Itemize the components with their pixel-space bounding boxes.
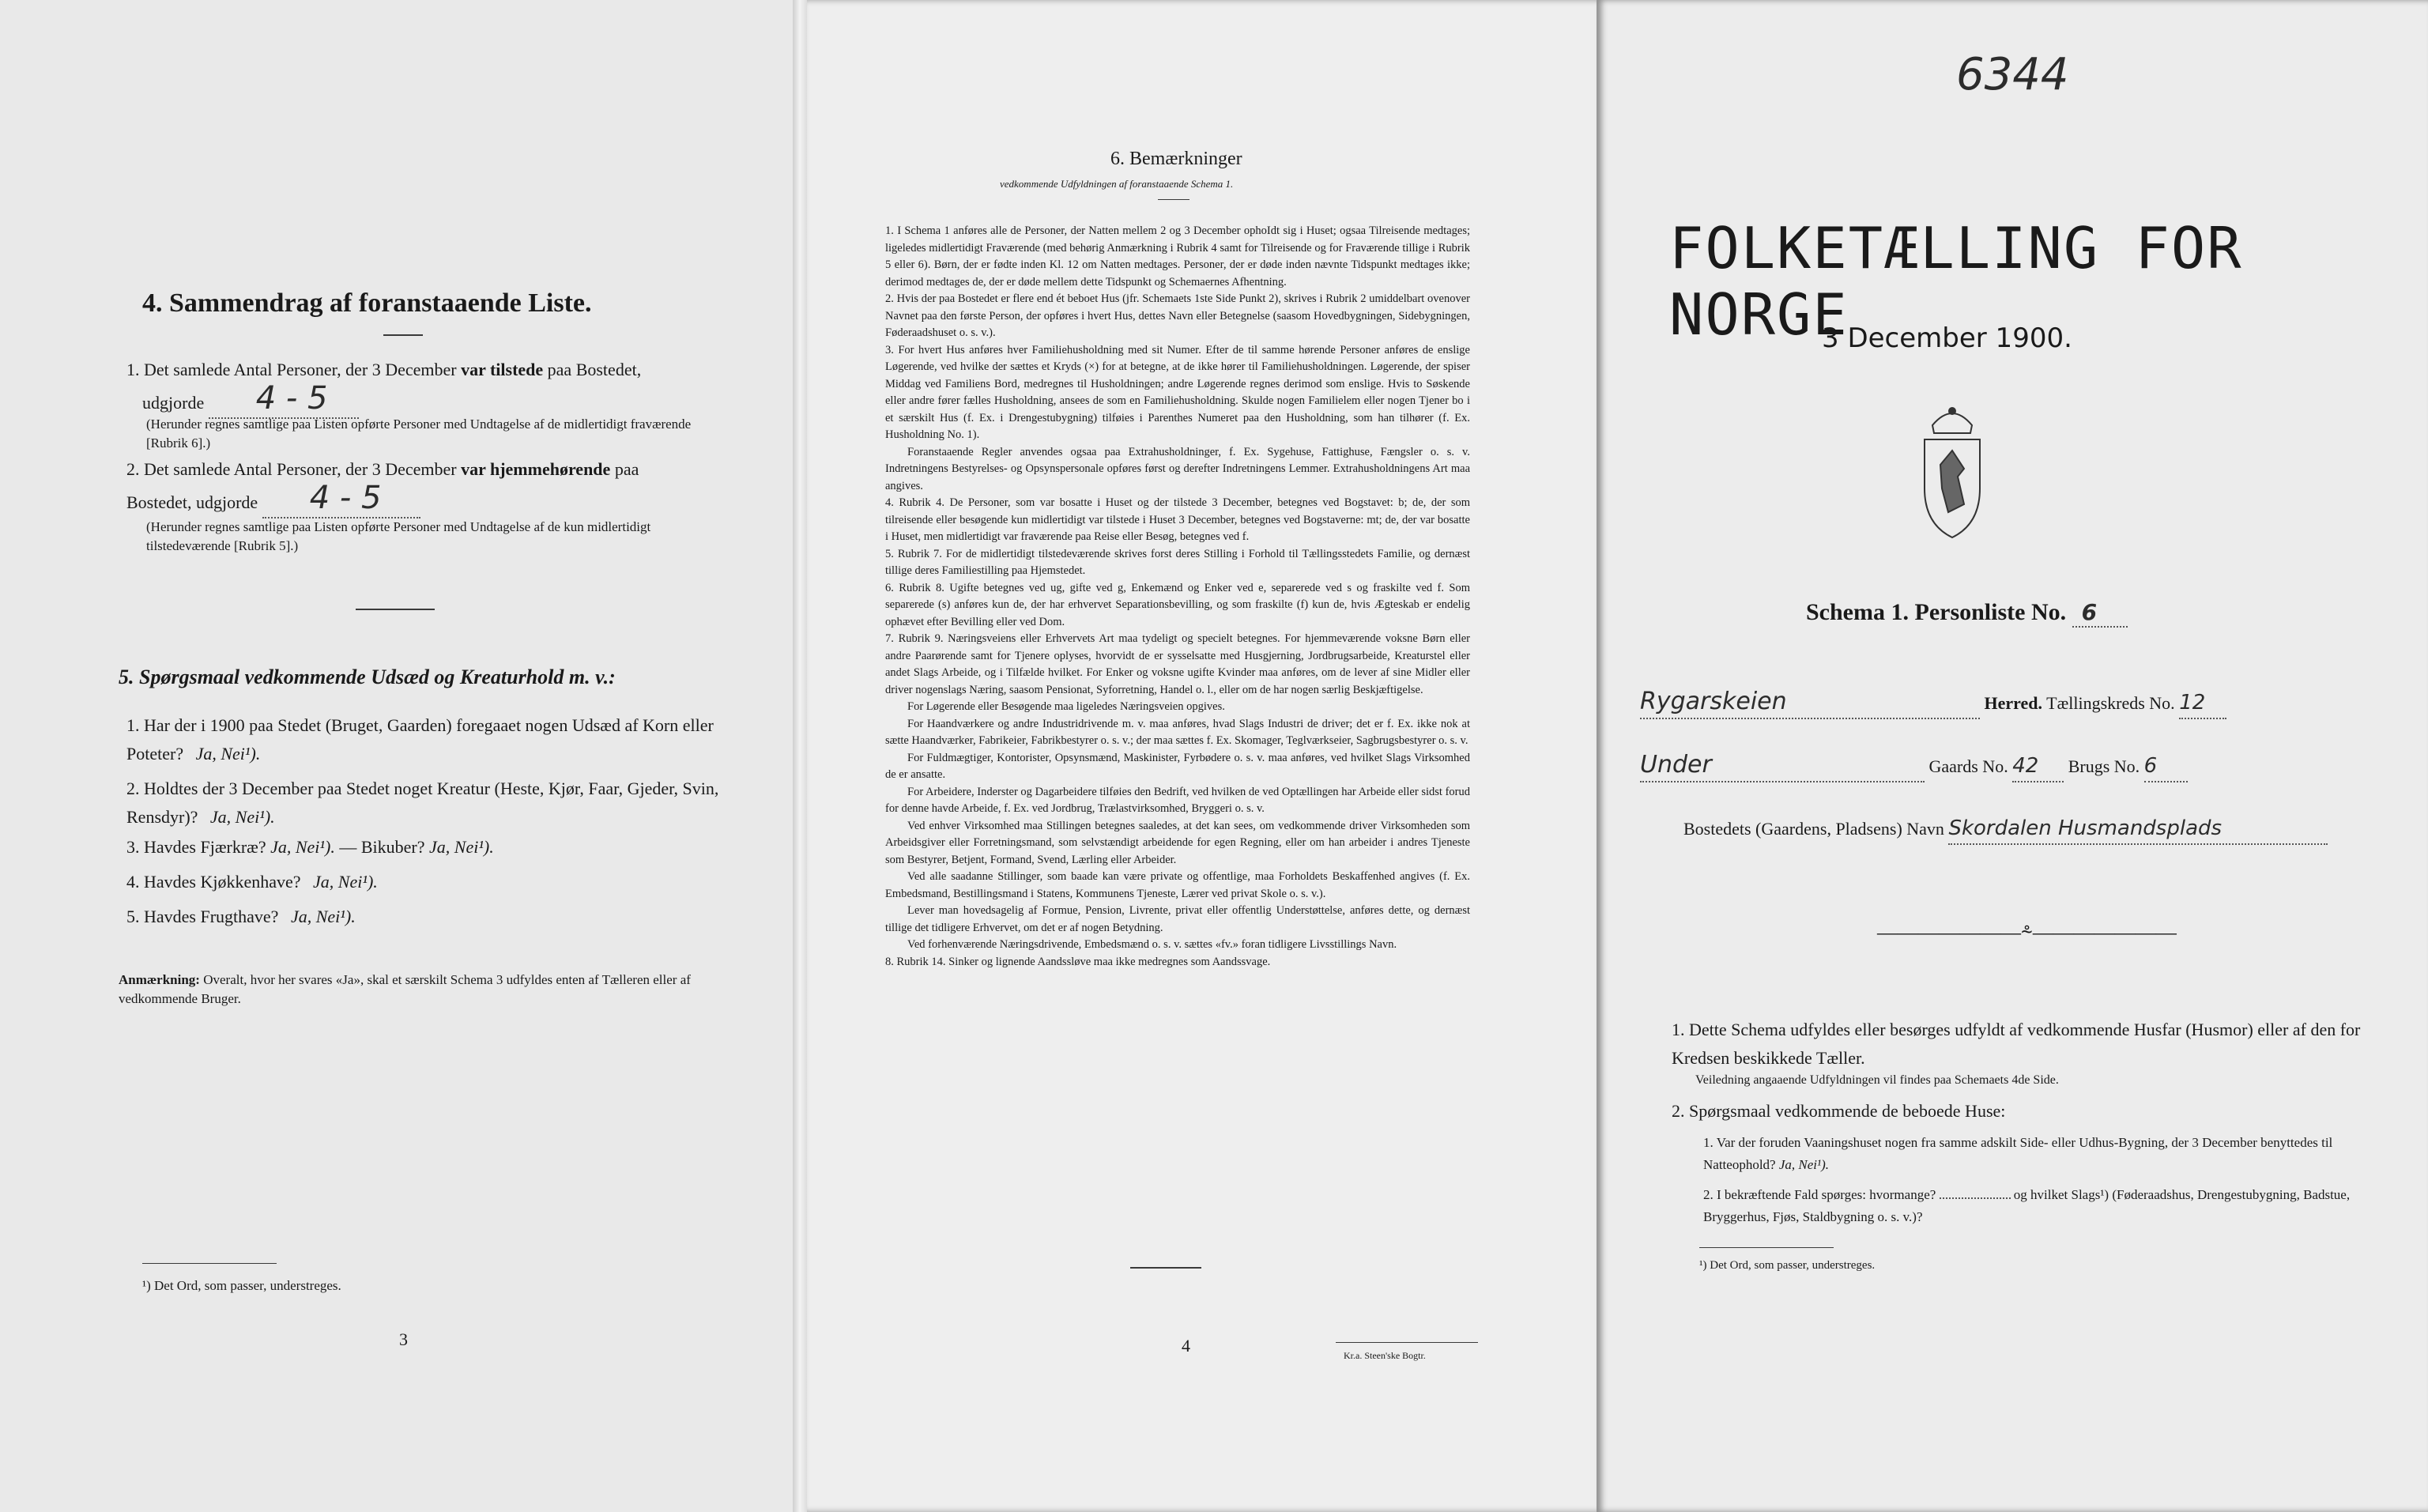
gaards-value: 42: [2012, 754, 2039, 778]
census-title: FOLKETÆLLING FOR NORGE: [1669, 215, 2243, 348]
item2-udgjorde: Bostedet, udgjorde: [126, 492, 258, 512]
question-5-answer: Ja, Nei¹).: [290, 907, 356, 926]
question-2: [126, 775, 727, 831]
herred-value: Rygarskeien: [1640, 688, 1787, 715]
house-question-2: [1703, 1184, 2383, 1228]
gaards-line: [1640, 751, 2415, 782]
archive-number: 6344: [1956, 49, 2069, 100]
remark-paragraph: 8. Rubrik 14. Sinker og lignende Aandssløve maa ikke medregnes som Aandssvage.: [885, 955, 1271, 968]
item2-note: (Herunder regnes samtlige paa Listen opførte Personer med Undtagelse af de kun midlertidigt tilstedeværende [Rubrik 5].): [146, 519, 651, 553]
section5-heading: 5. Spørgsmaal vedkommende Udsæd og Kreaturhold m. v.:: [119, 666, 616, 688]
house-question-1-answer: Ja, Nei¹).: [1778, 1157, 1830, 1172]
bosted-label: Bostedets (Gaardens, Pladsens) Navn: [1683, 819, 1944, 839]
gaards-label: Gaards No.: [1928, 756, 2008, 776]
annotation: [119, 971, 719, 1009]
house-question-1-text: 1. Var der foruden Vaaningshuset nogen fra samme adskilt Side- eller Udhus-Bygning, der 3 December benyttedes til Natteophold?: [1703, 1135, 2333, 1172]
schema-number-value: 6: [2081, 599, 2098, 625]
note-2: 2. Spørgsmaal vedkommende de beboede Huse:: [1672, 1101, 2006, 1121]
remarks-body: [885, 223, 1470, 971]
divider: [356, 609, 435, 610]
item2-bold: var hjemmehørende: [461, 459, 611, 479]
under-value: Under: [1640, 751, 1712, 779]
footnote-rule: [142, 1263, 277, 1264]
question-2-text: 2. Holdtes der 3 December paa Stedet noget Kreatur (Heste, Kjør, Faar, Gjeder, Svin, Rensdyr)?: [126, 779, 719, 827]
herred-label: Herred.: [1984, 693, 2043, 713]
binding-gap: [793, 0, 807, 1512]
question-3b-answer: Ja, Nei¹).: [429, 837, 494, 857]
house-question-1: [1703, 1132, 2383, 1176]
question-1: [126, 711, 727, 768]
item1-udgjorde: udgjorde: [142, 393, 205, 413]
item2-text-end: paa: [614, 459, 639, 479]
question-3-answer: Ja, Nei¹).: [270, 837, 335, 857]
kreds-label: Tællingskreds No.: [2046, 693, 2175, 713]
remark-paragraph: 1. I Schema 1 anføres alle de Personer, der Natten mellem 2 og 3 December ophoIdt sig i Huset; ogsaa Tilreisende medtages; ligeledes midlertidigt Fraværende (med behørig Anmærkning i Rubrik 4 samt for Tilreisende og for Fraværende tillige i Rubrik 5 eller 6). Børn, der er fødte inden Kl. 12 om Natten medtages. Personer, der er døde inden nævnte Tidspunkt medtages ikke; derimod medtages de, der er døde mellem dette Tidspunkt og Schemaernes Afhentning.: [885, 224, 1470, 288]
divider: [383, 334, 423, 336]
footnote: ¹) Det Ord, som passer, understreges.: [1699, 1259, 1876, 1272]
printer-rule: [1336, 1342, 1478, 1343]
remarks-heading: 6. Bemærkninger: [1110, 149, 1242, 169]
annotation-label: Anmærkning:: [119, 972, 200, 987]
herred-line: [1640, 688, 2415, 719]
remark-paragraph: 7. Rubrik 9. Næringsveiens eller Erhvervets Art maa tydeligt og specielt betegnes. For hjemmeværende voksne Børn eller andre Paarørende samt for Tjenere oplyses, hvorvidt de er sysselsatte med Husgjerning, Jordbrugsarbeide, Kreaturstel eller andet Slags Arbeide, og i Tilfælde hvilket. For Enker og voksne ugifte Kvinder maa anføres, om de lever af sine Midler eller driver nogenslags Næring, saasom Pensionat, Syforretning, Handel o. l., eller om de har nogen særlig Beskjæftigelse.: [885, 632, 1470, 696]
question-4-answer: Ja, Nei¹).: [313, 872, 378, 892]
item1-note: (Herunder regnes samtlige paa Listen opførte Personer med Undtagelse af de midlertidigt fraværende [Rubrik 6].): [146, 417, 692, 451]
printer-mark: Kr.a. Steen'ske Bogtr.: [1344, 1350, 1426, 1361]
divider: [1158, 199, 1189, 200]
question-4-text: 4. Havdes Kjøkkenhave?: [126, 872, 301, 892]
question-1-text: 1. Har der i 1900 paa Stedet (Bruget, Gaarden) foregaaet nogen Udsæd af Korn eller Poteter?: [126, 715, 714, 764]
coat-of-arms-icon: [1909, 402, 1996, 544]
item1-text-end: paa Bostedet,: [547, 360, 642, 379]
remark-paragraph: 5. Rubrik 7. For de midlertidigt tilstedeværende skrives forst deres Stilling i Forhold til Tællingsstedets Familie, og dernæst tillige deres Familiestilling paa Hjemstedet.: [885, 547, 1470, 577]
question-1-answer: Ja, Nei¹).: [195, 744, 261, 764]
remark-paragraph: 3. For hvert Hus anføres hver Familiehusholdning med sit Numer. Efter de til samme hørende Personer anføres de enslige Løgerende, ved hvilke der sættes et Kryds (×) for at betegne, at de ikke hører til Familiehusholdningen. Løgerende, der spiser Middag ved Familiens Bord, medregnes til Husholdningen; andre Løgerende regnes derimod som enslige. Hvis to Søskende eller andre fører fælles Husholdning, ansees de som en Familiehusholdning. Skulde nogen Familielem eller nogen Tjener bo i et særskilt Hus (f. Ex. i Drengestubygning) tilføies i Parenthes Numeret paa den Husholdning, som han tilhører (f. Ex. Husholdning No. 1).: [885, 343, 1470, 441]
remark-paragraph: Lever man hovedsagelig af Formue, Pension, Livrente, privat eller offentlig Understøttelse, anføres dette, og dernæst tillige det tidligere Erhvervet, om det er af nogen Betydning.: [885, 904, 1470, 934]
remark-paragraph: Foranstaaende Regler anvendes ogsaa paa Extrahusholdninger, f. Ex. Sygehuse, Fattighuse, Fængsler o. s. v. Indretningens Bestyrelses- og Opsynspersonale opføres først og derefter Indretningens Lemmer. Extrahusholdningens Art maa angives.: [885, 445, 1470, 492]
middle-page: [798, 0, 1597, 1512]
left-page: [0, 0, 794, 1512]
remark-paragraph: 2. Hvis der paa Bostedet er flere end ét beboet Hus (jfr. Schemaets 1ste Side Punkt 2), skrives i Rubrik 2 umiddelbart ovenover Navnet paa den første Person, der opføres i hvert Hus, dettes Navn eller Betegnelse (saasom Hovedbygningen, Sidebygningen, Føderaadshuset o. s. v.).: [885, 292, 1470, 339]
bosted-value: Skordalen Husmandsplads: [1948, 816, 2223, 840]
remark-paragraph: For Fuldmægtiger, Kontorister, Opsynsmænd, Maskinister, Fyrbødere o. s. v. maa anføres, ved hvilket Slags Virksomhed de er ansatte.: [885, 751, 1470, 781]
page-number: 3: [399, 1329, 408, 1349]
footnote: ¹) Det Ord, som passer, understreges.: [142, 1278, 341, 1293]
remark-paragraph: For Arbeidere, Inderster og Dagarbeidere tilføies den Bedrift, ved hvilken de ved Optællingen har Arbeide eller sidst forud for denne havde Arbeide, f. Ex. ved Jordbrug, Trælastvirksomhed, Bryggeri o. s. v.: [885, 785, 1470, 815]
item2-handwritten-value: 4 - 5: [309, 480, 382, 516]
house-question-2-text-b: og hvilket Slags¹) (Føderaadshus, Drengestubygning, Badstue, Bryggerhus, Fjøs, Staldbygning o. s. v.)?: [1703, 1187, 2351, 1224]
brugs-label: Brugs No.: [2068, 756, 2140, 776]
item1-handwritten-value: 4 - 5: [255, 380, 328, 417]
kreds-value: 12: [2179, 691, 2206, 715]
annotation-text: Overalt, hvor her svares «Ja», skal et særskilt Schema 3 udfyldes enten af Tælleren eller af vedkommende Bruger.: [119, 972, 691, 1006]
item2-text: 2. Det samlede Antal Personer, der 3 December: [126, 459, 457, 479]
remark-paragraph: Ved enhver Virksomhed maa Stillingen betegnes saaledes, at det kan sees, om vedkommende driver Virksomheden som Arbeidsgiver eller Forretningsmand, som selvstændigt arbeidende for egen Regning, eller om han arbeider i andres Tjeneste som Bestyrer, Betjent, Formand, Svend, Lærling eller Arbeider.: [885, 819, 1470, 866]
question-4: [126, 868, 727, 896]
remark-paragraph: 4. Rubrik 4. De Personer, som var bosatte i Huset og der tilstede 3 December, betegnes ved Bogstavet: b; de, der som tilreisende eller besøgende kun midlertidigt var tilstede i Huset 3 December, betegnes ved Bogstaverne: mt; de, der var bosatte i Huset, men midlertidigt var fraværende paa Reise eller Besøg, betegnes ved f.: [885, 496, 1470, 543]
ornament-divider: ———————⸛———————: [1877, 921, 2177, 944]
brugs-value: 6: [2143, 754, 2158, 778]
footnote-rule: [1699, 1247, 1834, 1248]
remark-paragraph: 6. Rubrik 8. Ugifte betegnes ved ug, gifte ved g, Enkemænd og Enker ved e, separerede ved s og fraskilte ved f. Som separerede (s) anføres kun de, der har erhvervet Separationsbevilling, og som fraskilte (f) kun de, hvis Ægteskab er endelig ophævet efter Bevilling eller ved Dom.: [885, 581, 1470, 628]
question-3-text: 3. Havdes Fjærkræ?: [126, 837, 266, 857]
schema-label: Schema 1. Personliste No.: [1806, 599, 2067, 625]
item1-text: 1. Det samlede Antal Personer, der 3 December: [126, 360, 457, 379]
census-date: 3 December 1900.: [1822, 322, 2072, 354]
note-1: 1. Dette Schema udfyldes eller besørges udfyldt af vedkommende Husfar (Husmor) eller af den for Kredsen beskikkede Tæller.: [1672, 1020, 2361, 1068]
item2: [126, 455, 727, 518]
page-number: 4: [1182, 1336, 1190, 1356]
item1-bold: var tilstede: [461, 360, 544, 379]
remark-paragraph: Ved forhenværende Næringsdrivende, Embedsmænd o. s. v. sættes «fv.» foran tidligere Livsstillings Navn.: [907, 938, 1397, 951]
remark-paragraph: Ved alle saadanne Stillinger, som baade kan være private og offentlige, maa Forholdets Beskaffenhed angives (f. Ex. Embedsmand, Bestillingsmand i Statens, Kommunens Tjeneste, Lærer ved privat Skole o. s. v.).: [885, 870, 1470, 900]
question-3: [126, 833, 727, 862]
section4-heading: 4. Sammendrag af foranstaaende Liste.: [142, 288, 592, 318]
item1: [126, 356, 727, 419]
note-1-guidance: Veiledning angaaende Udfyldningen vil findes paa Schemaets 4de Side.: [1695, 1073, 2059, 1087]
question-5: [126, 903, 727, 931]
remark-paragraph: For Løgerende eller Besøgende maa ligeledes Næringsveien opgives.: [907, 700, 1225, 713]
remarks-subheading: vedkommende Udfyldningen af foranstaaende Schema 1.: [1000, 178, 1234, 190]
bosted-line: [1683, 814, 2426, 845]
schema-line: [1806, 599, 2128, 628]
right-page: [1597, 0, 2428, 1512]
divider: [1130, 1267, 1201, 1269]
question-5-text: 5. Havdes Frugthave?: [126, 907, 279, 926]
remark-paragraph: For Haandværkere og andre Industridrivende m. v. maa anføres, hvad Slags Industri de driver; det er f. Ex. ikke nok at sætte Haandværker, Fabrikeier, Fabrikbestyrer o. s. v.; der maa sættes f. Ex. Skomager, Teglværkseier, Sagbrugsbestyrer o. s. v.: [885, 717, 1470, 747]
question-2-answer: Ja, Nei¹).: [209, 807, 275, 827]
question-3b-text: — Bikuber?: [339, 837, 425, 857]
house-question-2-text: 2. I bekræftende Fald spørges: hvormange?: [1703, 1187, 1936, 1202]
